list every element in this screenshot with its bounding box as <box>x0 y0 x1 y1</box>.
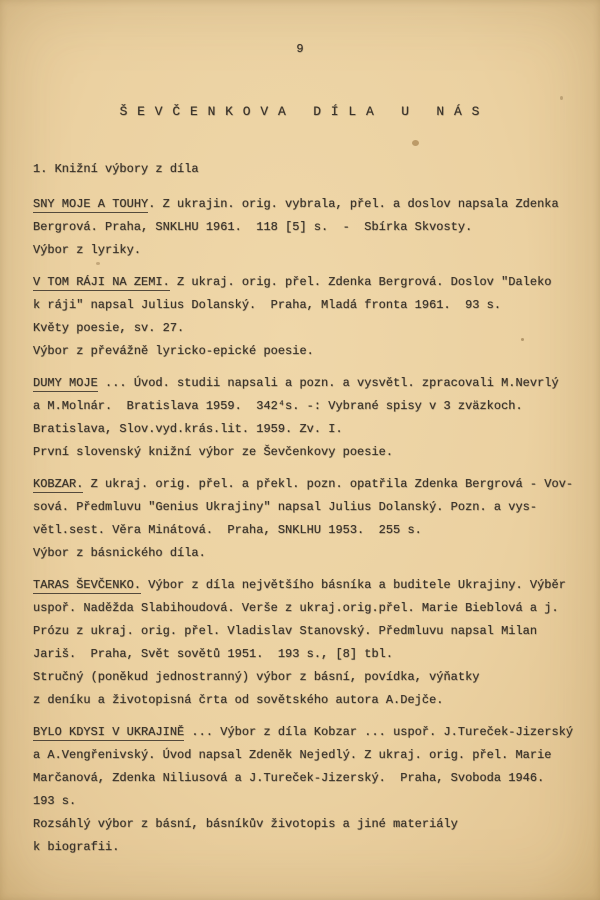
entry-heading: TARAS ŠEVČENKO. <box>33 578 142 592</box>
entry-first-line <box>33 473 589 496</box>
bibliography-entry <box>33 372 589 464</box>
entry-text: ... Úvod. studii napsali a pozn. a vysvětl. zpracovali M.Nevrlý <box>97 376 559 390</box>
bibliography-entry <box>33 574 589 712</box>
entry-text: Výbor z díla největšího básníka a buditele Ukrajiny. Výběr <box>141 578 566 592</box>
entry-annotation: z deníku a životopisná črta od sovětského autora A.Dejče. <box>33 693 444 707</box>
entry-heading: BYLO KDYSI V UKRAJINĚ <box>33 725 185 739</box>
paper-speck <box>560 96 563 100</box>
entry-line: k ráji" napsal Julius Dolanský. Praha, Mladá fronta 1961. 93 s. <box>33 298 502 312</box>
bibliography-entry <box>33 271 589 363</box>
entry-annotation: Výbor z lyriky. <box>33 243 142 257</box>
bibliography-entry <box>33 721 589 859</box>
bibliography-entry <box>33 473 589 565</box>
entry-first-line <box>33 193 589 216</box>
entry-line: a A.Vengřenivský. Úvod napsal Zdeněk Nejedlý. Z ukraj. orig. přel. Marie <box>33 748 552 762</box>
entry-line: Jariš. Praha, Svět sovětů 1951. 193 s., [8] tbl. <box>33 647 394 661</box>
entry-heading: DUMY MOJE <box>33 376 98 390</box>
section-heading: 1. Knižní výbory z díla <box>33 162 199 176</box>
entry-heading: SNY MOJE A TOUHY <box>33 197 149 211</box>
entry-annotation: k biografii. <box>33 840 120 854</box>
entry-line: sová. Předmluvu "Genius Ukrajiny" napsal Julius Dolanský. Pozn. a vys- <box>33 500 538 514</box>
entry-text: . Z ukrajin. orig. vybrala, přel. a doslov napsala Zdenka <box>148 197 559 211</box>
entry-annotation: Výbor z převážně lyricko-epické poesie. <box>33 344 314 358</box>
entry-annotation: Výbor z básnického díla. <box>33 546 206 560</box>
entry-line: větl.sest. Věra Minátová. Praha, SNKLHU 1953. 255 s. <box>33 523 422 537</box>
entry-first-line <box>33 721 589 744</box>
entry-text: Z ukraj. orig. přel. a překl. pozn. opatřila Zdenka Bergrová - Vov- <box>83 477 574 491</box>
entry-first-line <box>33 574 589 597</box>
entry-text: ... Výbor z díla Kobzar ... uspoř. J.Tureček-Jizerský <box>184 725 574 739</box>
paper-stain <box>412 140 419 146</box>
entry-text: Z ukraj. orig. přel. Zdenka Bergrová. Doslov "Daleko <box>169 275 552 289</box>
page-title: Š E V Č E N K O V A D Í L A U N Á S <box>119 104 481 119</box>
entry-line: 193 s. <box>33 794 77 808</box>
entry-line: Květy poesie, sv. 27. <box>33 321 185 335</box>
entry-first-line <box>33 271 589 294</box>
entry-line: Marčanová, Zdenka Niliusová a J.Tureček-Jizerský. Praha, Svoboda 1946. <box>33 771 545 785</box>
entry-annotation: Stručný (poněkud jednostranný) výbor z básní, povídka, výňatky <box>33 670 480 684</box>
entry-heading: V TOM RÁJI NA ZEMI. <box>33 275 170 289</box>
entry-line: a M.Molnár. Bratislava 1959. 342⁴s. -: Vybrané spisy v 3 zväzkoch. <box>33 399 523 413</box>
entry-line: Bergrová. Praha, SNKLHU 1961. 118 [5] s. - Sbírka Skvosty. <box>33 220 473 234</box>
page-number: 9 <box>296 42 304 56</box>
entry-annotation: První slovenský knižní výbor ze Ševčenkovy poesie. <box>33 445 394 459</box>
entry-line: Bratislava, Slov.vyd.krás.lit. 1959. Zv. I. <box>33 422 343 436</box>
bibliography-list <box>33 158 589 859</box>
bibliography-entry <box>33 193 589 262</box>
entry-heading: KOBZAR. <box>33 477 84 491</box>
entry-line: Prózu z ukraj. orig. přel. Vladislav Stanovský. Předmluvu napsal Milan <box>33 624 538 638</box>
entry-line: uspoř. Naděžda Slabihoudová. Verše z ukraj.orig.přel. Marie Bieblová a j. <box>33 601 559 615</box>
entry-annotation: Rozsáhlý výbor z básní, básníkův životopis a jiné materiály <box>33 817 458 831</box>
entry-first-line <box>33 372 589 395</box>
